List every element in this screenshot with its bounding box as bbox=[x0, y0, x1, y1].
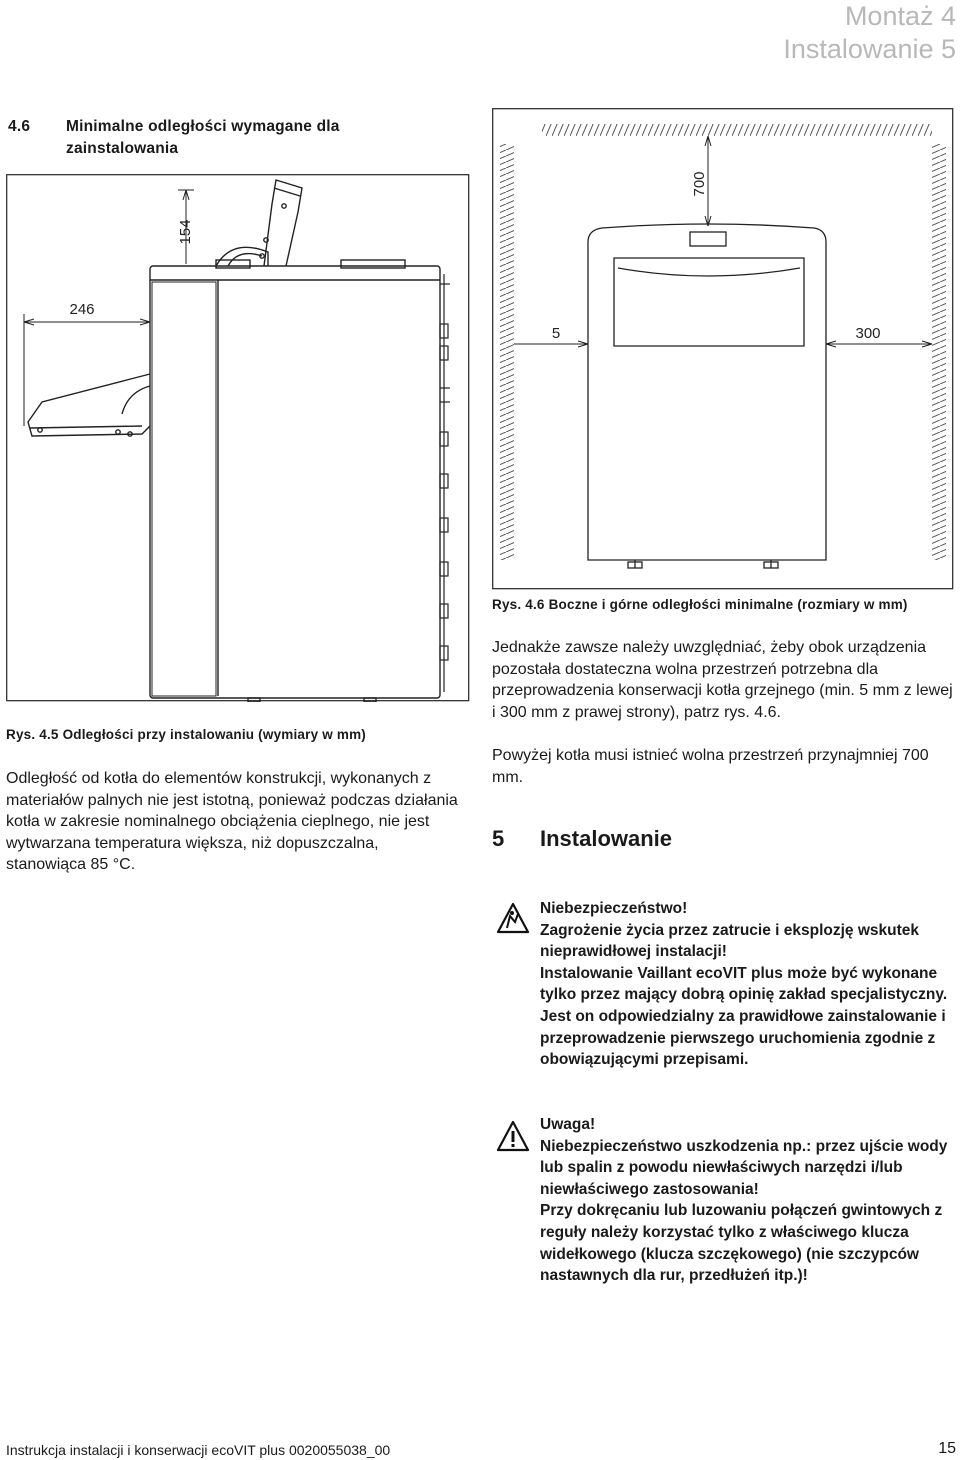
danger-body: Instalowanie Vaillant ecoVIT plus może być wykonane tylko przez mający dobrą opinię zakład specjalistyczny. Jest on odpowiedzialny za prawidłowe zainstalowanie i przeprowadzenie pierwszego uruchomienia zgodnie z obowiązującymi przepisami. bbox=[540, 964, 948, 1069]
running-header bbox=[783, 0, 956, 66]
caution-notice bbox=[540, 1114, 958, 1287]
header-chapter-4: Montaż 4 bbox=[844, 1, 956, 31]
caution-title: Uwaga! bbox=[540, 1116, 596, 1133]
figure-4-6 bbox=[492, 108, 954, 590]
section-number: 5 bbox=[492, 826, 505, 851]
caution-body: Przy dokręcaniu lub luzowaniu połączeń gwintowych z reguły należy korzystać tylko z właściwego klucza widełkowego (klucza szczękowego) (nie szczypców nastawnych dla rur, przedłużeń itp.)! bbox=[540, 1202, 943, 1285]
caution-subtitle: Niebezpieczeństwo uszkodzenia np.: przez ujście wody lub spalin z powodu niewłaściwych narzędzi i/lub niewłaściwego zastosowania! bbox=[540, 1137, 948, 1198]
paragraph-top-clearance: Powyżej kotła musi istnieć wolna przestrzeń przynajmniej 700 mm. bbox=[492, 747, 929, 786]
danger-title: Niebezpieczeństwo! bbox=[540, 900, 688, 917]
exclamation-warning-icon bbox=[496, 1120, 530, 1159]
dimension-label-left: 246 bbox=[69, 301, 95, 318]
electric-shock-warning-icon bbox=[496, 902, 530, 941]
dimension-label-top-clearance: 700 bbox=[691, 171, 708, 197]
figure-4-5 bbox=[6, 174, 472, 702]
paragraph-maintenance-clearance: Jednakże zawsze należy uwzględniać, żeby obok urządzenia pozostała dostateczna wolna przestrzeń potrzebna dla przeprowadzenia konserwacji kotła grzejnego (min. 5 mm z lewej i 300 mm z prawej strony), patrz rys. 4.6. bbox=[492, 639, 953, 721]
section-title: Instalowanie bbox=[540, 826, 673, 851]
dimension-label-top: 154 bbox=[177, 219, 194, 245]
section-4-6-heading bbox=[8, 116, 428, 160]
header-chapter-5: Instalowanie 5 bbox=[783, 34, 956, 64]
paragraph-clearance-combustibles: Odległość od kotła do elementów konstrukcji, wykonanych z materiałów palnych nie jest istotną, ponieważ podczas działania kotła w zakresie nominalnego obciążenia cieplnego, nie jest wytwarzana temperatura większa, niż dopuszczalna, stanowiąca 85 °C. bbox=[6, 770, 458, 873]
boiler-front-clearance-drawing bbox=[492, 108, 954, 590]
section-5-heading bbox=[492, 826, 672, 852]
dimension-label-left-clearance: 5 bbox=[551, 325, 561, 342]
footer-document-title: Instrukcja instalacji i konserwacji ecoVIT plus 0020055038_00 bbox=[6, 1442, 391, 1458]
section-title: Minimalne odległości wymagane dla zainstalowania bbox=[66, 118, 340, 157]
danger-notice bbox=[540, 898, 958, 1071]
danger-subtitle: Zagrożenie życia przez zatrucie i eksplozję wskutek nieprawidłowej instalacji! bbox=[540, 921, 920, 961]
boiler-side-view-drawing bbox=[6, 174, 472, 702]
page-number: 15 bbox=[938, 1440, 956, 1457]
figure-4-5-caption: Rys. 4.5 Odległości przy instalowaniu (wymiary w mm) bbox=[6, 727, 367, 742]
section-number: 4.6 bbox=[8, 118, 31, 135]
figure-4-6-caption: Rys. 4.6 Boczne i górne odległości minimalne (rozmiary w mm) bbox=[492, 597, 908, 612]
dimension-label-right-clearance: 300 bbox=[855, 325, 881, 342]
